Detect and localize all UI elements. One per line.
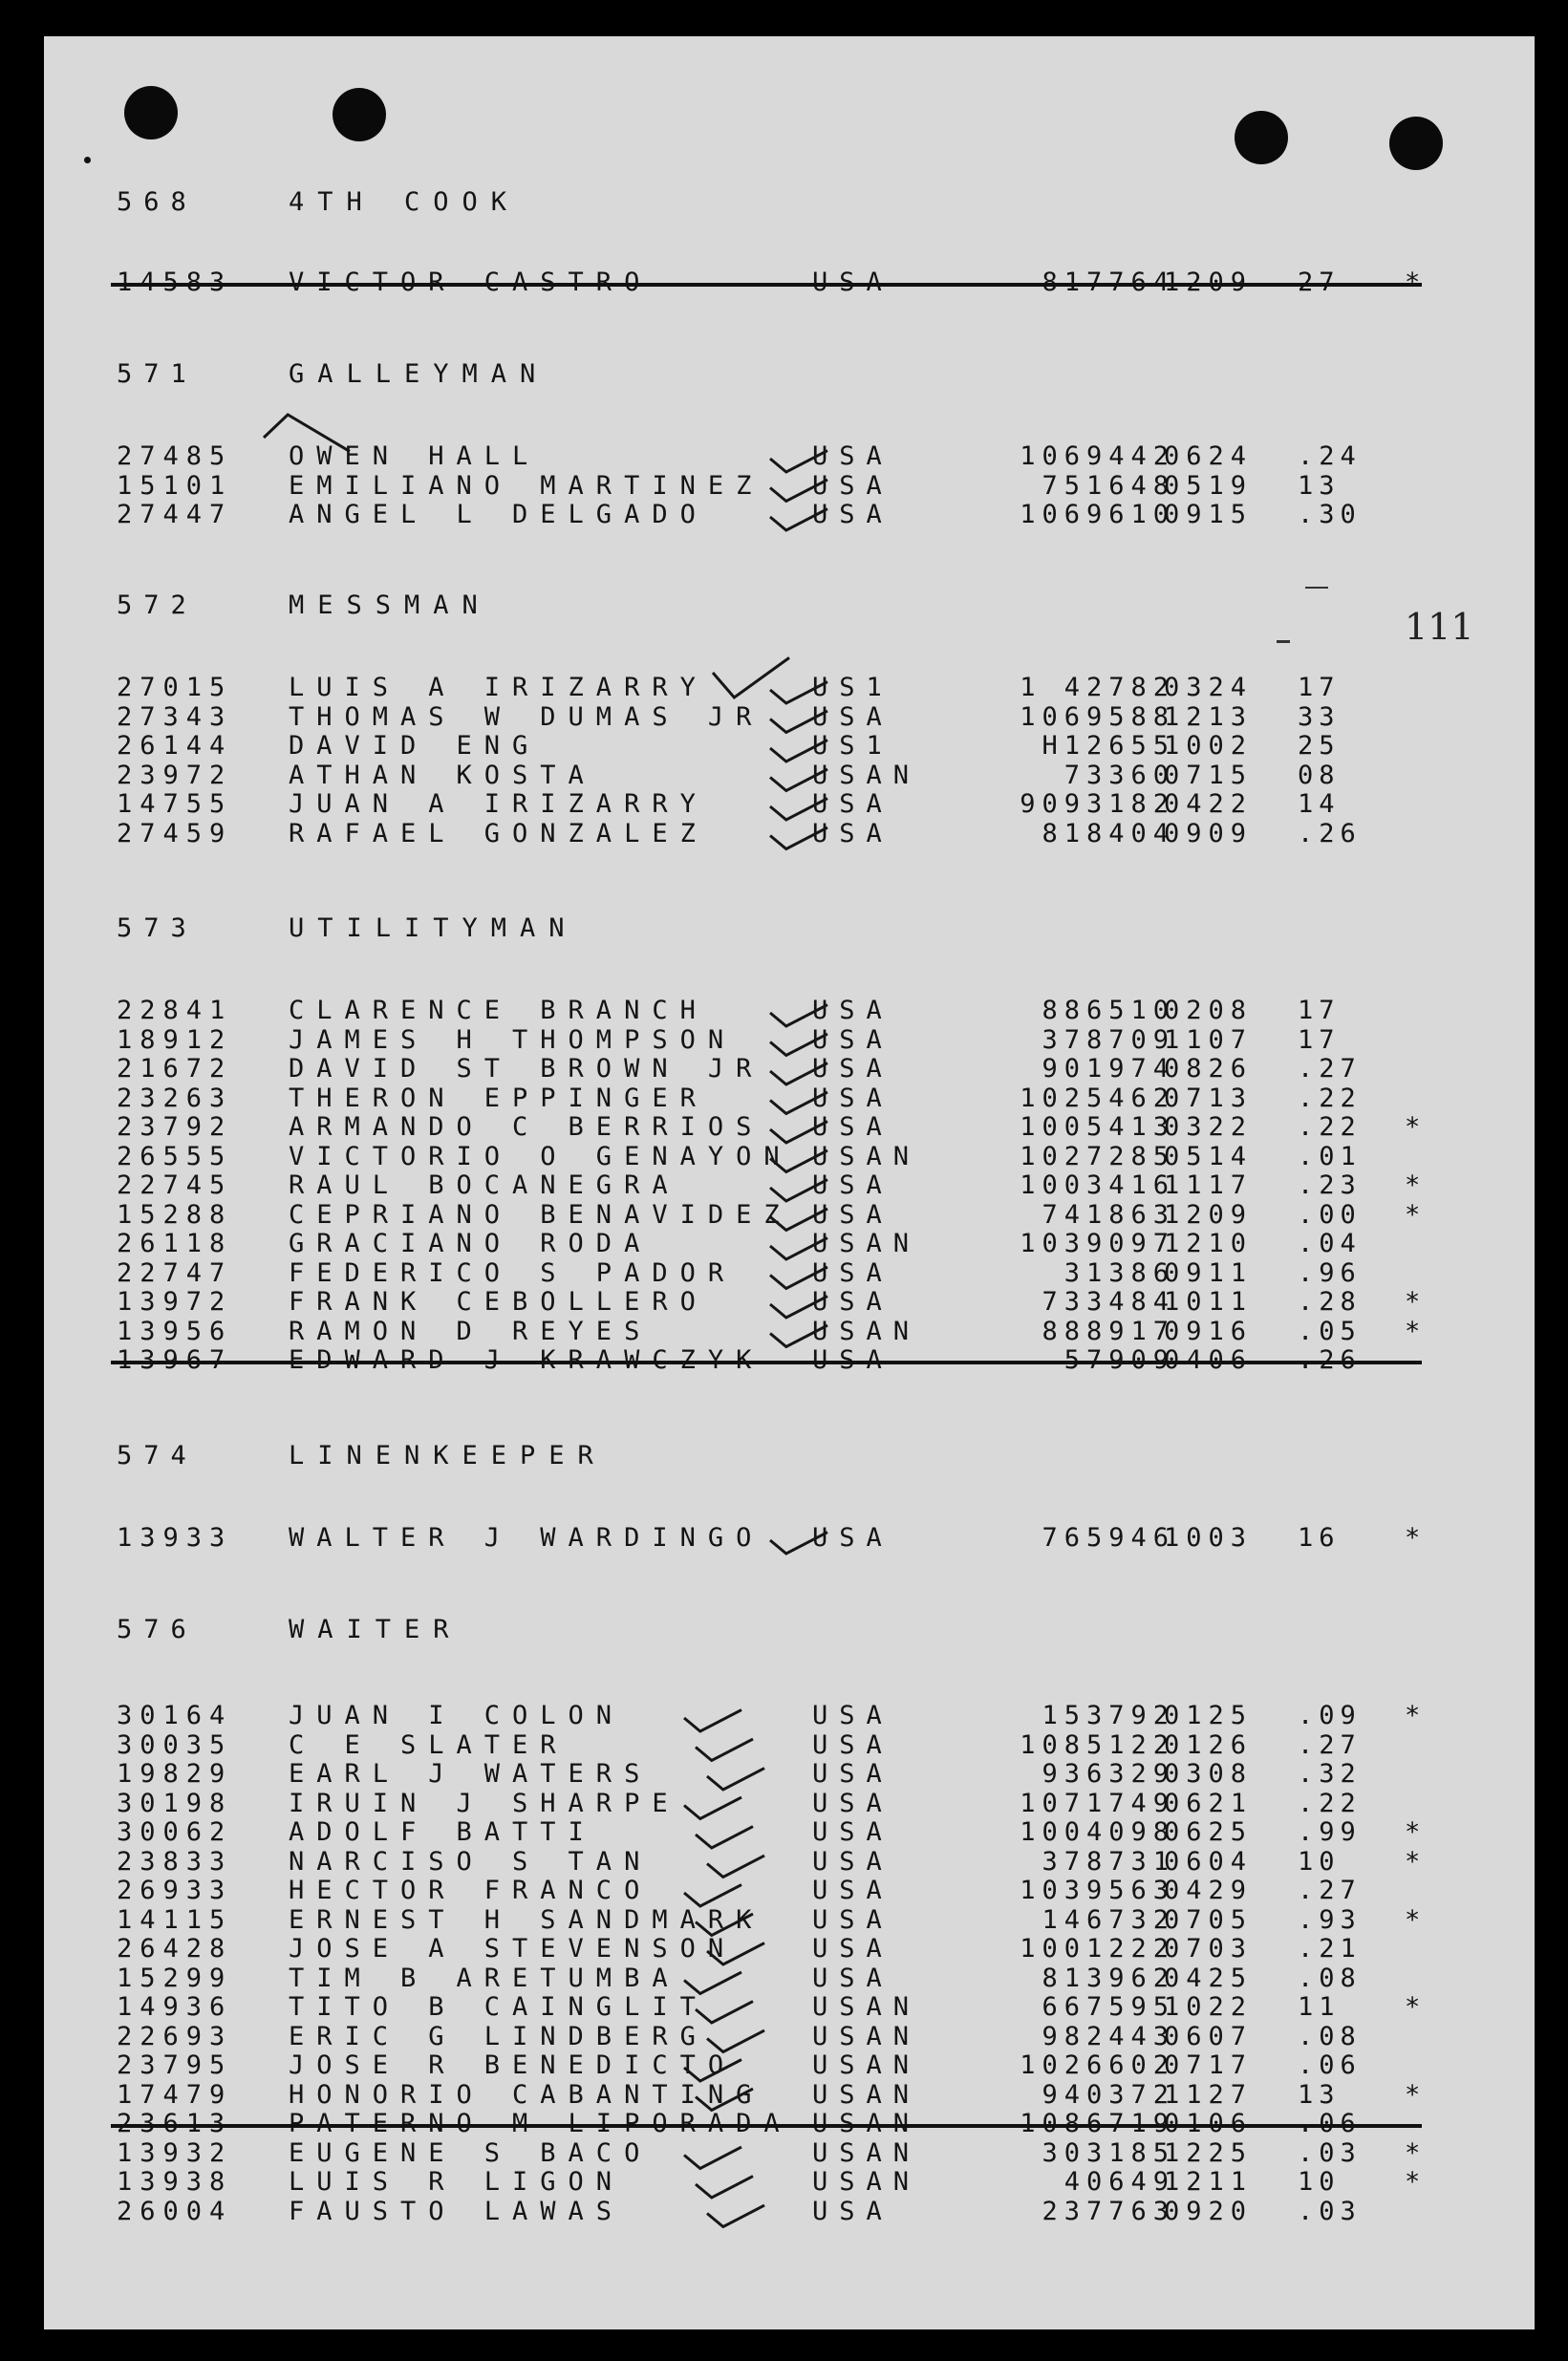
employee-id: 27343 [117,701,233,732]
employee-id: 13933 [117,1523,233,1553]
employee-name: WALTER J WARDINGO [289,1523,764,1553]
document-number: 1027285 [1020,1141,1175,1171]
date-code: 0621 [1164,1788,1254,1818]
employee-id: 22747 [117,1257,233,1288]
document-number: 1001222 [1020,1934,1175,1964]
punch-hole [1235,111,1288,164]
date-code: 0604 [1164,1846,1254,1877]
nationality: USAN [812,1992,921,2022]
employee-id: 30198 [117,1788,233,1818]
check-mark [684,1710,741,1731]
check-mark [684,1972,741,1993]
nationality: USA [812,1904,893,1935]
nationality: USAN [812,2079,921,2110]
asterisk-mark: * [1405,2167,1421,2197]
document-number: 73360 [1063,760,1175,790]
document-number: 237763 [1042,2196,1175,2226]
employee-name: FEDERICO S PADOR [289,1257,737,1288]
document-number: 1026602 [1020,2050,1175,2080]
employee-id: 22693 [117,2021,233,2051]
asterisk-mark: * [1405,1523,1421,1553]
rate-value: .27 [1298,1876,1362,1905]
document-number: 303185 [1042,2137,1175,2168]
document-number: 901974 [1042,1054,1175,1084]
date-code: 0713 [1164,1083,1254,1113]
date-code: 0514 [1164,1141,1254,1171]
asterisk-mark: * [1405,1904,1421,1935]
check-mark [684,1797,741,1818]
employee-id: 17479 [117,2079,233,2110]
employee-name: JOSE R BENEDICTO [289,2050,737,2080]
punch-hole [333,88,386,141]
rate-value: .22 [1298,1112,1362,1142]
rate-value: 25 [1298,731,1341,761]
rate-value: .21 [1298,1934,1362,1964]
rate-value: .09 [1298,1701,1362,1730]
rate-value: 33 [1298,701,1341,732]
employee-name: ATHAN KOSTA [289,760,596,790]
document-number: 741863 [1042,1199,1175,1230]
rate-value: 14 [1298,789,1341,819]
employee-id: 26144 [117,731,233,761]
employee-id: 27447 [117,500,233,529]
employee-id: 26428 [117,1934,233,1964]
strike-through-line [111,283,1422,287]
strike-through-line [111,1361,1422,1364]
document-number: H12655 [1042,731,1175,761]
section-code: 568 [117,187,198,217]
document-number: 378709 [1042,1024,1175,1055]
nationality: USA [812,1846,893,1877]
nationality: USA [812,1170,893,1200]
nationality: USA [812,818,893,848]
nationality: USA [812,441,893,471]
asterisk-mark: * [1405,1287,1421,1317]
rate-value: .28 [1298,1287,1362,1317]
section-code: 574 [117,1441,198,1470]
rate-value: .08 [1298,2021,1362,2051]
document-number: 40649 [1063,2167,1175,2197]
section-code: 573 [117,913,198,943]
nationality: USAN [812,2137,921,2168]
employee-id: 21672 [117,1054,233,1084]
rate-value: 11 [1298,1992,1341,2022]
date-code: 0607 [1164,2021,1254,2051]
asterisk-mark: * [1405,1199,1421,1230]
rate-value: .93 [1298,1904,1362,1935]
employee-id: 23833 [117,1846,233,1877]
rate-value: 17 [1298,1024,1341,1055]
date-code: 0425 [1164,1963,1254,1993]
employee-id: 27459 [117,818,233,848]
nationality: USAN [812,2050,921,2080]
document-number: 982443 [1042,2021,1175,2051]
employee-name: RAUL BOCANEGRA [289,1170,680,1200]
punch-hole [1389,117,1443,170]
nationality: USA [812,1287,893,1317]
date-code: 0624 [1164,441,1254,471]
rate-value: 16 [1298,1523,1341,1553]
employee-name: NARCISO S TAN [289,1846,653,1877]
employee-id: 13956 [117,1316,233,1346]
employee-id: 14755 [117,789,233,819]
date-code: 0125 [1164,1701,1254,1730]
employee-name: THOMAS W DUMAS JR [289,701,764,732]
document-number: 1071749 [1020,1788,1175,1818]
nationality: USAN [812,1229,921,1258]
date-code: 0422 [1164,789,1254,819]
employee-name: DAVID ST BROWN JR [289,1054,764,1084]
rate-value: 13 [1298,470,1341,501]
employee-name: EMILIANO MARTINEZ [289,470,764,501]
nationality: USA [812,1788,893,1818]
document-number: 153792 [1042,1701,1175,1730]
employee-id: 13938 [117,2167,233,2197]
date-code: 0909 [1164,818,1254,848]
section-code: 572 [117,590,198,620]
check-mark [707,1769,764,1790]
employee-id: 26933 [117,1876,233,1905]
employee-name: RAFAEL GONZALEZ [289,818,708,848]
nationality: USA [812,1759,893,1789]
check-mark [696,1827,753,1848]
check-mark [696,1739,753,1760]
rate-value: 17 [1298,673,1341,702]
date-code: 0705 [1164,1904,1254,1935]
nationality: USAN [812,760,921,790]
date-code: 0717 [1164,2050,1254,2080]
document-number: 1 42782 [1020,673,1175,702]
document-number: 1025462 [1020,1083,1175,1113]
pencil-mark [1305,587,1328,589]
asterisk-mark: * [1405,1817,1421,1847]
document-number: 1069442 [1020,441,1175,471]
employee-name: TIM B ARETUMBA [289,1963,680,1993]
employee-name: IRUIN J SHARPE [289,1788,680,1818]
nationality: USA [812,1199,893,1230]
nationality: USA [812,500,893,529]
employee-name: JUAN I COLON [289,1701,625,1730]
section-title: WAITER [289,1615,462,1644]
check-mark [707,2030,764,2051]
date-code: 0920 [1164,2196,1254,2226]
employee-id: 19829 [117,1759,233,1789]
check-mark [684,2147,741,2168]
asterisk-mark: * [1405,1316,1421,1346]
nationality: USA [812,1257,893,1288]
employee-id: 26555 [117,1141,233,1171]
rate-value: .26 [1298,818,1362,848]
document-number: 733484 [1042,1287,1175,1317]
employee-name: EARL J WATERS [289,1759,653,1789]
employee-id: 27485 [117,441,233,471]
employee-name: CLARENCE BRANCH [289,996,708,1025]
document-number: 9093182 [1020,789,1175,819]
punch-hole [124,86,178,140]
date-code: 1002 [1164,731,1254,761]
nationality: USA [812,1876,893,1905]
employee-id: 30035 [117,1729,233,1760]
employee-name: GRACIANO RODA [289,1229,653,1258]
employee-id: 15101 [117,470,233,501]
employee-id: 26004 [117,2196,233,2226]
nationality: USA [812,1963,893,1993]
rate-value: 13 [1298,2079,1341,2110]
document-number: 1069588 [1020,701,1175,732]
asterisk-mark: * [1405,1112,1421,1142]
employee-name: RAMON D REYES [289,1316,653,1346]
rate-value: .96 [1298,1257,1362,1288]
rate-value: .06 [1298,2050,1362,2080]
date-code: 0126 [1164,1729,1254,1760]
nationality: USA [812,1701,893,1730]
document-number: 1003416 [1020,1170,1175,1200]
asterisk-mark: * [1405,1701,1421,1730]
date-code: 0625 [1164,1817,1254,1847]
date-code: 0208 [1164,996,1254,1025]
check-mark [713,657,789,698]
nationality: USA [812,1817,893,1847]
document-number: 936329 [1042,1759,1175,1789]
rate-value: .05 [1298,1316,1362,1346]
employee-id: 15288 [117,1199,233,1230]
document-number: 886510 [1042,996,1175,1025]
date-code: 0826 [1164,1054,1254,1084]
rate-value: .03 [1298,2137,1362,2168]
rate-value: .99 [1298,1817,1362,1847]
nationality: USA [812,996,893,1025]
rate-value: .23 [1298,1170,1362,1200]
employee-id: 15299 [117,1963,233,1993]
employee-id: 26118 [117,1229,233,1258]
date-code: 1011 [1164,1287,1254,1317]
employee-name: C E SLATER [289,1729,569,1760]
date-code: 0322 [1164,1112,1254,1142]
asterisk-mark: * [1405,1846,1421,1877]
rate-value: .01 [1298,1141,1362,1171]
document-number: 813962 [1042,1963,1175,1993]
employee-id: 27015 [117,673,233,702]
employee-id: 23263 [117,1083,233,1113]
document-number: 667595 [1042,1992,1175,2022]
employee-id: 22745 [117,1170,233,1200]
document-number: 1039563 [1020,1876,1175,1905]
nationality: USA [812,2196,893,2226]
section-code: 576 [117,1615,198,1644]
section-title: 4TH COOK [289,187,521,217]
employee-name: FAUSTO LAWAS [289,2196,625,2226]
section-code: 571 [117,359,198,389]
employee-name: FRANK CEBOLLERO [289,1287,708,1317]
document-number: 751648 [1042,470,1175,501]
employee-id: 23792 [117,1112,233,1142]
rate-value: .04 [1298,1229,1362,1258]
nationality: US1 [812,673,893,702]
date-code: 1211 [1164,2167,1254,2197]
nationality: USA [812,701,893,732]
date-code: 0703 [1164,1934,1254,1964]
employee-name: TITO B CAINGLIT [289,1992,708,2022]
nationality: USAN [812,1316,921,1346]
rate-value: 08 [1298,760,1341,790]
document-page [44,36,1535,2329]
nationality: USA [812,1024,893,1055]
document-number: 146732 [1042,1904,1175,1935]
rate-value: .24 [1298,441,1362,471]
employee-name: DAVID ENG [289,731,541,761]
document-number: 1069610 [1020,500,1175,529]
date-code: 1127 [1164,2079,1254,2110]
check-mark [696,2177,753,2198]
date-code: 1117 [1164,1170,1254,1200]
date-code: 1107 [1164,1024,1254,1055]
ink-dot [84,157,91,163]
asterisk-mark: * [1405,1170,1421,1200]
employee-name: THERON EPPINGER [289,1083,708,1113]
date-code: 0715 [1164,760,1254,790]
employee-name: VICTORIO O GENAYON [289,1141,792,1171]
date-code: 0916 [1164,1316,1254,1346]
nationality: USAN [812,1141,921,1171]
date-code: 0915 [1164,500,1254,529]
employee-id: 30164 [117,1701,233,1730]
nationality: USA [812,1054,893,1084]
employee-name: HECTOR FRANCO [289,1876,653,1905]
date-code: 1209 [1164,1199,1254,1230]
rate-value: .08 [1298,1963,1362,1993]
strike-through-line [111,2124,1422,2128]
document-number: 1085122 [1020,1729,1175,1760]
rate-value: .03 [1298,2196,1362,2226]
employee-id: 23972 [117,760,233,790]
asterisk-mark: * [1405,2137,1421,2168]
rate-value: .30 [1298,500,1362,529]
employee-name: CEPRIANO BENAVIDEZ [289,1199,792,1230]
date-code: 0911 [1164,1257,1254,1288]
document-number: 378731 [1042,1846,1175,1877]
document-number: 1004098 [1020,1817,1175,1847]
employee-id: 22841 [117,996,233,1025]
date-code: 0324 [1164,673,1254,702]
employee-id: 14936 [117,1992,233,2022]
employee-name: ERNEST H SANDMARK [289,1904,764,1935]
rate-value: .22 [1298,1083,1362,1113]
nationality: USAN [812,2167,921,2197]
section-title: GALLEYMAN [289,359,549,389]
asterisk-mark: * [1405,1992,1421,2022]
employee-name: ERIC G LINDBERG [289,2021,708,2051]
date-code: 0308 [1164,1759,1254,1789]
section-title: LINENKEEPER [289,1441,607,1470]
nationality: USA [812,470,893,501]
nationality: USA [812,1729,893,1760]
document-number: 1039097 [1020,1229,1175,1258]
nationality: USA [812,1112,893,1142]
employee-name: ARMANDO C BERRIOS [289,1112,764,1142]
employee-name: EUGENE S BACO [289,2137,653,2168]
date-code: 1225 [1164,2137,1254,2168]
rate-value: 10 [1298,1846,1341,1877]
employee-id: 13972 [117,1287,233,1317]
date-code: 0519 [1164,470,1254,501]
document-number: 888917 [1042,1316,1175,1346]
employee-id: 18912 [117,1024,233,1055]
rate-value: 10 [1298,2167,1341,2197]
asterisk-mark: * [1405,2079,1421,2110]
document-number: 765946 [1042,1523,1175,1553]
rate-value: .32 [1298,1759,1362,1789]
employee-name: ADOLF BATTI [289,1817,596,1847]
employee-id: 13932 [117,2137,233,2168]
check-mark [707,1856,764,1877]
rate-value: .27 [1298,1054,1362,1084]
employee-id: 23795 [117,2050,233,2080]
employee-name: JUAN A IRIZARRY [289,789,708,819]
rate-value: 17 [1298,996,1341,1025]
rate-value: .00 [1298,1199,1362,1230]
page-number: 111 [1405,606,1474,648]
date-code: 0429 [1164,1876,1254,1905]
employee-name: HONORIO CABANTING [289,2079,764,2110]
nationality: USAN [812,2021,921,2051]
employee-name: JOSE A STEVENSON [289,1934,737,1964]
employee-name: LUIS R LIGON [289,2167,625,2197]
nationality: USA [812,1083,893,1113]
nationality: USA [812,1523,893,1553]
pencil-mark [1277,640,1290,643]
employee-id: 30062 [117,1817,233,1847]
nationality: USA [812,1934,893,1964]
document-number: 1005413 [1020,1112,1175,1142]
employee-name: OWEN HALL [289,441,541,471]
employee-name: ANGEL L DELGADO [289,500,708,529]
date-code: 1210 [1164,1229,1254,1258]
document-number: 31386 [1063,1257,1175,1288]
date-code: 1022 [1164,1992,1254,2022]
date-code: 1213 [1164,701,1254,732]
document-number: 940372 [1042,2079,1175,2110]
document-number: 818404 [1042,818,1175,848]
nationality: US1 [812,731,893,761]
section-title: MESSMAN [289,590,491,620]
section-title: UTILITYMAN [289,913,578,943]
employee-id: 14115 [117,1904,233,1935]
check-mark [684,1885,741,1906]
nationality: USA [812,789,893,819]
check-mark [707,2205,764,2226]
employee-name: JAMES H THOMPSON [289,1024,737,1055]
rate-value: .27 [1298,1729,1362,1760]
employee-name: LUIS A IRIZARRY [289,673,708,702]
date-code: 1003 [1164,1523,1254,1553]
rate-value: .22 [1298,1788,1362,1818]
